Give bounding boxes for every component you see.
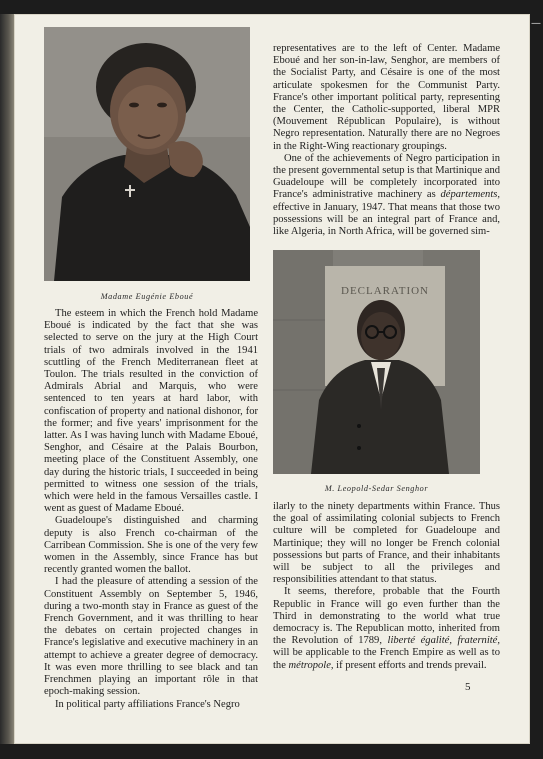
caption-senghor: M. Leopold-Sedar Senghor (324, 484, 429, 493)
italic-motto: liberté égalité, fraternité, (387, 635, 500, 647)
text-run: will be applicable to the French Empire as well as to the (273, 647, 500, 671)
corner-mark: — (531, 18, 541, 29)
left-text-column (44, 308, 258, 711)
text-run: It seems, therefore, probable that the Fourth Republic in France will go even further than the Third in demonstrating to the world what true democracy is. The Republican motto, inherited from the Revolution of 1789, (273, 586, 500, 647)
page-number: 5 (465, 681, 471, 693)
portrait-eboue-illustration (44, 27, 250, 281)
italic-term-metropole: métropole, (288, 659, 334, 671)
portrait-senghor-illustration (273, 250, 480, 474)
text-run: if present efforts and trends prevail. (333, 659, 487, 671)
right-text-column-top (273, 43, 500, 238)
portrait-photo-eboue (44, 27, 250, 281)
portrait-photo-senghor (273, 250, 480, 474)
caption-eboue: Madame Eugénie Eboué (100, 292, 194, 301)
plaque-text: DECLARATION (341, 285, 429, 297)
right-text-column-bottom (273, 501, 500, 672)
right-bottom-paragraph-2 (273, 586, 500, 671)
left-paragraph-1: The esteem in which the French hold Madame Eboué is indicated by the fact that she was selected to serve on the jury at the High Court trials of two admirals involved in the 1941 scuttling of the French Mediterranean fleet at Toulon. The trials resulted in the conviction of Admirals Abrial and Marquis, who were sentenced to ten years at hard labor, with confiscation of property and national dishonor, for the former; and five years' imprisonment for the latter. As I was having lunch with Madame Eboué, Senghor, and Césaire at the Palais Bourbon, meeting place of the Constituent Assembly, one day during the historic trials, I succeeded in being permitted to witness one session of the trials, which were held in the famous Versailles castle. I went as guest of Madame Eboué. (44, 308, 258, 515)
text-run: effective in January, 1947. That means that those two possessions will be an integral part of France and, like Algeria, in North Africa, will be governed sim- (273, 201, 500, 238)
left-paragraph-4: In political party affiliations France's Negro (55, 698, 240, 710)
text-run: One of the achievements of Negro participation in the present governmental setup is that Martinique and Guadeloupe will be completely incorporated into France's administrative machinery as (273, 152, 500, 201)
magazine-page (14, 14, 530, 744)
book-binding-edge (0, 14, 14, 744)
left-paragraph-3: I had the pleasure of attending a session of the Constituent Assembly on September 5, 1946, during a two-month stay in France as guest of the French Government, and it was thrilling to hear the debates on certain projected changes in France's legislative and executive machinery in an attempt to achieve a greater degree of democracy. It was even more thrilling to see black and tan Frenchmen playing an important rôle in that epoch-making session. (44, 576, 258, 698)
right-top-paragraph-1: representatives are to the left of Center. Madame Eboué and her son-in-law, Senghor, are members of the Socialist Party, and Césaire is one of the most articulate spokesmen for the Communist Party. France's other important political party, representing the Center, the Catholic-supported, liberal MPR (Mouvement Républican Populaire), is without Negro representation. Naturally there are no Negroes in the Right-Wing reactionary groupings. (273, 43, 500, 152)
left-paragraph-2: Guadeloupe's distinguished and charming deputy is also French co-chairman of the Carribean Commission. She is one of the very few women in the Assembly, since France has but recently granted women the ballot. (44, 515, 258, 576)
italic-term-departements: départements, (440, 189, 500, 201)
right-top-paragraph-2 (273, 153, 500, 238)
right-bottom-paragraph-1: ilarly to the ninety departments within France. Thus the goal of assimilating colonial subjects to French culture will be completed for Guadeloupe and Martinique; they will no longer be French colonial possessions but parts of France, and their inhabitants will be subject to all the privileges and responsibilities attendant to that status. (273, 501, 500, 586)
